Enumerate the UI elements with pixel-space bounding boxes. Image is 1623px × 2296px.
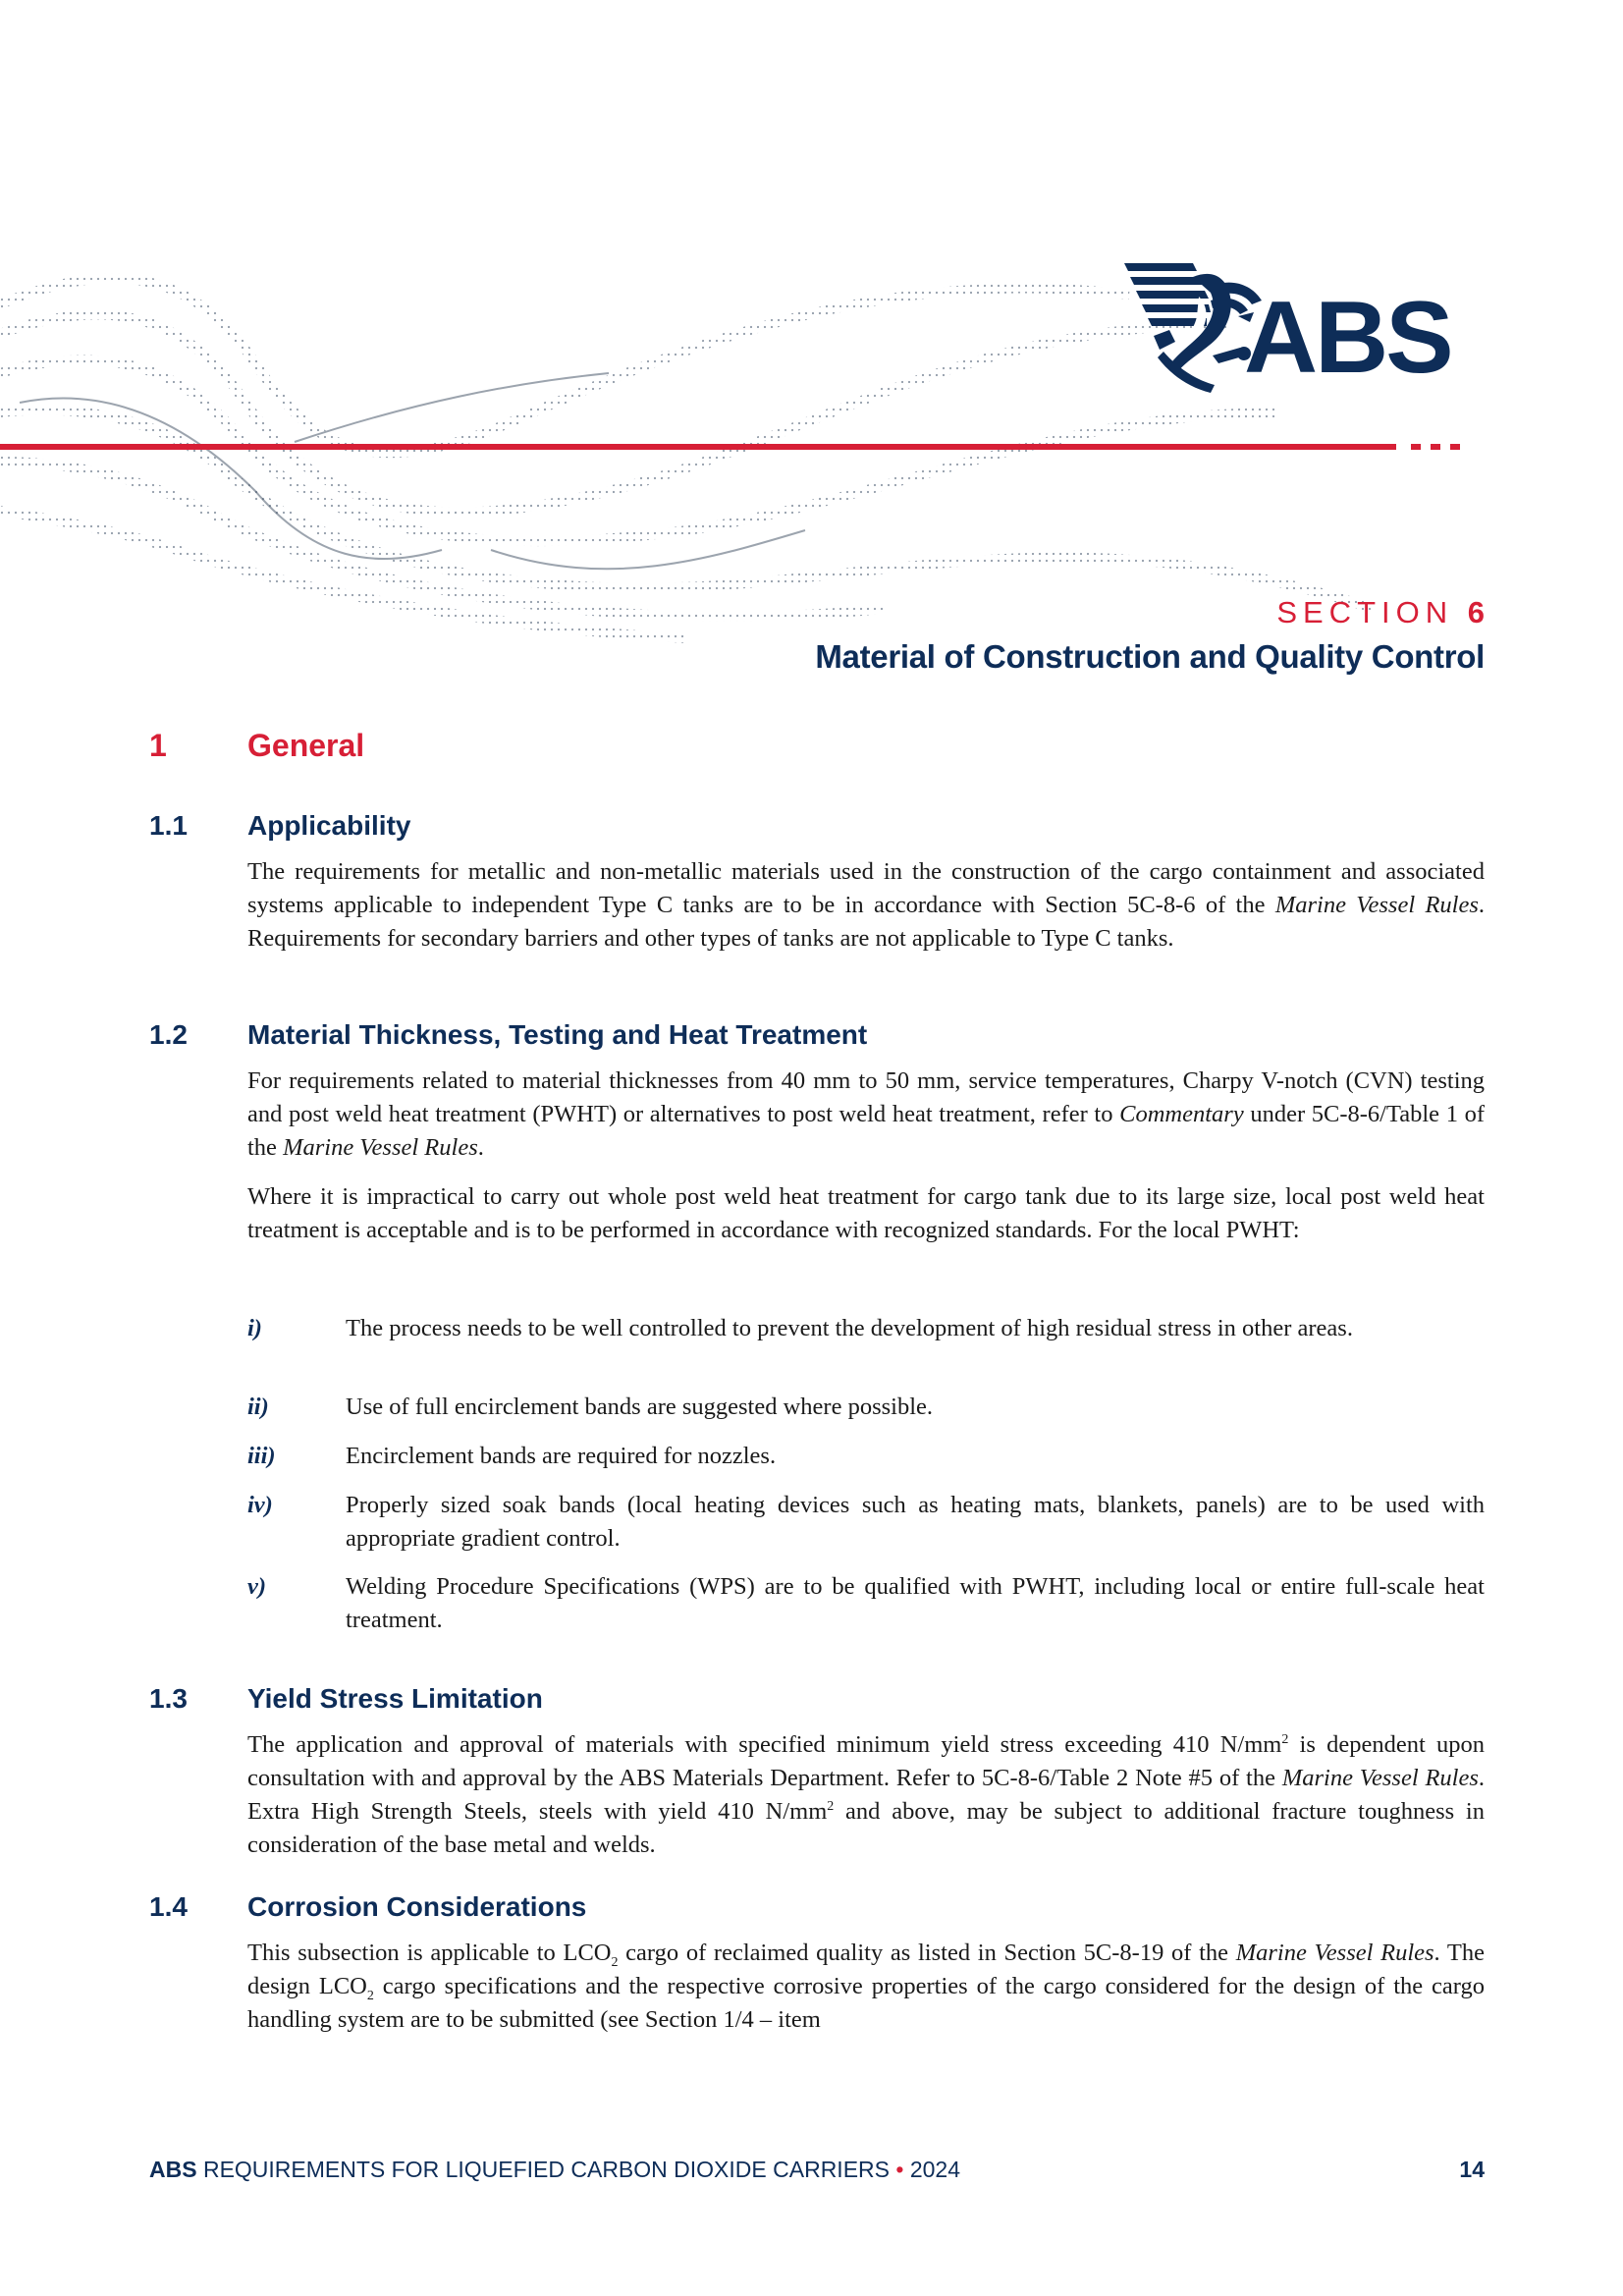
text-run: . (477, 1134, 484, 1161)
heading-title: Yield Stress Limitation (247, 1683, 543, 1714)
section-number: 6 (1467, 595, 1485, 629)
section-label (1276, 595, 1485, 630)
text-run: and above, may be subject to additional fracture toughness in consideration of the base metal and welds. (247, 1798, 1485, 1858)
heading-number: 1.4 (149, 1891, 188, 1922)
italic-reference: Marine Vessel Rules (283, 1134, 478, 1161)
list-item (247, 1391, 1485, 1424)
heading-number: 1.1 (149, 810, 188, 841)
list-item (247, 1312, 1485, 1345)
paragraph-material-thickness (247, 1065, 1485, 1165)
heading-number: 1.3 (149, 1683, 188, 1714)
text-run: under 5C-8-6/Table 1 of the (247, 1101, 1485, 1161)
header-rule-dash (1431, 444, 1440, 450)
superscript: 2 (1281, 1732, 1289, 1747)
heading-general (149, 728, 364, 764)
heading-applicability (149, 810, 410, 842)
list-marker: v) (247, 1573, 267, 1600)
subscript: 2 (366, 1989, 374, 2003)
text-run: is dependent upon consultation with and approval by the ABS Materials Department. Refer to 5C-8-6/Table 2 Note #5 of the (247, 1731, 1485, 1791)
text-run: . The design LCO (247, 1940, 1486, 1999)
list-marker: iv) (247, 1492, 273, 1518)
header-rule-dash (1411, 444, 1421, 450)
text-run: . Extra High Strength Steels, steels with yield 410 N/mm (247, 1765, 1486, 1825)
superscript: 2 (827, 1799, 835, 1814)
italic-reference: Commentary (1119, 1101, 1244, 1127)
section-label-text: SECTION (1276, 595, 1454, 629)
subscript: 2 (611, 1955, 619, 1970)
footer-title: REQUIREMENTS FOR LIQUEFIED CARBON DIOXIDE CARRIERS (196, 2157, 896, 2182)
footer-year: 2024 (903, 2157, 960, 2182)
list-item-text: Encirclement bands are required for nozzles. (346, 1443, 777, 1469)
list-marker: iii) (247, 1443, 276, 1469)
list-item (247, 1489, 1485, 1556)
page-title: Material of Construction and Quality Control (815, 638, 1485, 675)
text-run: cargo of reclaimed quality as listed in Section 5C-8-19 of the (618, 1940, 1236, 1966)
list-item-text: Properly sized soak bands (local heating devices such as heating mats, blankets, panels) are to be used with appropriate gradient control. (346, 1492, 1485, 1552)
footer-separator: • (895, 2157, 904, 2182)
heading-title: General (247, 728, 365, 763)
heading-number: 1 (149, 728, 167, 763)
paragraph-applicability (247, 855, 1485, 956)
list-marker: i) (247, 1315, 262, 1341)
text-run: This subsection is applicable to LCO (247, 1940, 612, 1966)
heading-title: Material Thickness, Testing and Heat Treatment (247, 1019, 868, 1050)
heading-title: Corrosion Considerations (247, 1891, 587, 1922)
list-marker: ii) (247, 1394, 269, 1420)
text-run: . Requirements for secondary barriers and other types of tanks are not applicable to Type C tanks. (247, 892, 1486, 952)
list-item-text: Welding Procedure Specifications (WPS) are to be qualified with PWHT, including local or entire full-scale heat treatment. (346, 1573, 1485, 1633)
list-item-text: Use of full encirclement bands are suggested where possible. (346, 1394, 934, 1420)
page-footer (149, 2157, 960, 2183)
header-red-rule (0, 444, 1396, 450)
text-run: cargo specifications and the respective corrosive properties of the cargo considered for the design of the cargo handling system are to be submitted (see Section 1/4 – item (247, 1973, 1486, 2033)
abs-logo-wordmark: ABS (1244, 281, 1451, 395)
paragraph-yield-stress (247, 1728, 1485, 1862)
paragraph-local-pwht: Where it is impractical to carry out whole post weld heat treatment for cargo tank due to its large size, local post weld heat treatment is acceptable and is to be performed in accordance with recognized standards. For the local PWHT: (247, 1183, 1485, 1243)
heading-number: 1.2 (149, 1019, 188, 1050)
italic-reference: Marine Vessel Rules (1281, 1765, 1479, 1791)
page-number: 14 (1459, 2157, 1485, 2182)
heading-title: Applicability (247, 810, 411, 841)
italic-reference: Marine Vessel Rules (1274, 892, 1479, 918)
heading-yield-stress (149, 1683, 543, 1715)
text-run: The requirements for metallic and non-metallic materials used in the construction of the cargo containment and associated systems applicable to independent Type C tanks are to be in accordance with Section 5C-8-6 of the (247, 858, 1485, 918)
list-item (247, 1440, 1485, 1473)
footer-brand: ABS (149, 2157, 197, 2182)
list-item (247, 1570, 1485, 1637)
italic-reference: Marine Vessel Rules (1235, 1940, 1434, 1966)
header-rule-dash (1450, 444, 1460, 450)
list-item-text: The process needs to be well controlled to prevent the development of high residual stress in other areas. (346, 1315, 1353, 1341)
heading-corrosion (149, 1891, 586, 1923)
heading-material-thickness (149, 1019, 867, 1051)
paragraph-corrosion (247, 1937, 1485, 2037)
text-run: For requirements related to material thicknesses from 40 mm to 50 mm, service temperatures, Charpy V-notch (CVN) testing and post weld heat treatment (PWHT) or alternatives to post weld heat treatment, refer to (247, 1067, 1485, 1127)
text-run: The application and approval of materials with specified minimum yield stress exceeding 410 N/mm (247, 1731, 1282, 1758)
